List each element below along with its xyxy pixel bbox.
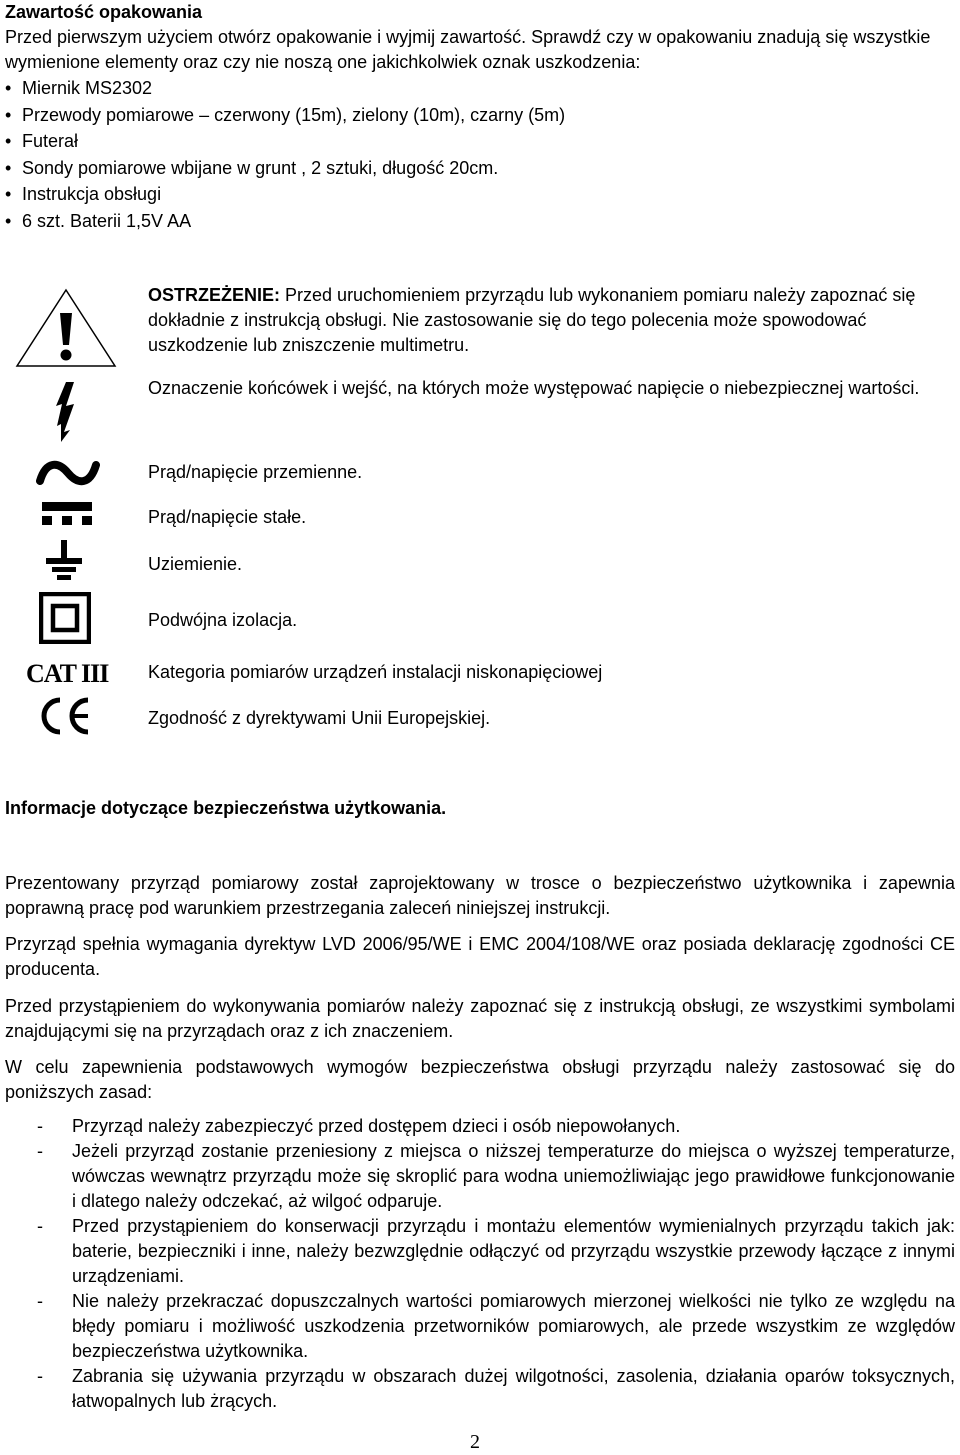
safety-title: Informacje dotyczące bezpieczeństwa użytkowania.	[5, 798, 447, 818]
rule-text: Przed przystąpieniem do konserwacji przyrządu i montażu elementów wymienialnych przyrządu takich jak: baterie, bezpieczniki i inne, należy bezwzględnie odłączyć od przyrządu wszystkie przewody łączące z innymi urządzeniami.	[72, 1216, 955, 1286]
cat-iii-logo: CAT III	[26, 659, 109, 688]
list-dash: -	[37, 1141, 43, 1161]
safety-rules-list	[5, 1114, 955, 1414]
ac-icon	[36, 455, 100, 491]
ce-mark-icon	[36, 694, 96, 738]
list-item	[5, 1364, 955, 1414]
dc-row	[148, 505, 948, 530]
high-voltage-text: Oznaczenie końcówek i wejść, na których może występować napięcie o niebezpiecznej wartości.	[148, 378, 920, 398]
rule-text: Zabrania się używania przyrządu w obszarach dużej wilgotności, zasolenia, działania oparów toksycznych, łatwopalnych lub żrących.	[72, 1366, 955, 1411]
double-insulation-row	[148, 608, 948, 633]
paragraph-text: Przed przystąpieniem do wykonywania pomiarów należy zapoznać się z instrukcją obsługi, ze wszystkimi symbolami znajdującymi się na przyrządach oraz z ich znaczeniem.	[5, 996, 955, 1041]
safety-paragraph	[5, 932, 955, 982]
ground-text: Uziemienie.	[148, 554, 243, 574]
list-item: • 6 szt. Baterii 1,5V AA	[5, 208, 955, 235]
rule-text: Jeżeli przyrząd zostanie przeniesiony z miejsca o niższej temperaturze do miejsca o wyższej temperaturze, wówczas wewnątrz przyrządu może się skroplić para wodna uniemożliwiając jego prawidłowe funkcjonowanie i dlatego należy odczekać, aż wilgoć odparuje.	[72, 1141, 955, 1211]
paragraph-text: Przyrząd spełnia wymagania dyrektyw LVD 2006/95/WE i EMC 2004/108/WE oraz posiada deklarację zgodności CE producenta.	[5, 934, 955, 979]
safety-paragraph	[5, 1055, 955, 1105]
contents-section	[5, 0, 955, 235]
contents-title: Zawartość opakowania	[5, 2, 203, 22]
list-item	[5, 1289, 955, 1364]
high-voltage-row	[148, 376, 948, 401]
list-item: • Miernik MS2302	[5, 75, 955, 102]
paragraph-text: W celu zapewnienia podstawowych wymogów bezpieczeństwa obsługi przyrządu należy zastosować się do poniższych zasad:	[5, 1057, 955, 1102]
ground-row	[148, 552, 948, 577]
list-item	[5, 1214, 955, 1289]
safety-paragraph	[5, 871, 955, 921]
category-row	[148, 660, 948, 685]
list-item: • Futerał	[5, 128, 955, 155]
list-item: • Przewody pomiarowe – czerwony (15m), zielony (10m), czarny (5m)	[5, 102, 955, 129]
list-item	[5, 1139, 955, 1214]
page-number: 2	[470, 1431, 480, 1453]
dc-text: Prąd/napięcie stałe.	[148, 507, 307, 527]
rule-text: Przyrząd należy zabezpieczyć przed dostępem dzieci i osób niepowołanych.	[72, 1116, 681, 1136]
list-item	[5, 1114, 955, 1139]
list-item: • Sondy pomiarowe wbijane w grunt , 2 sztuki, długość 20cm.	[5, 155, 955, 182]
high-voltage-icon	[52, 380, 82, 444]
double-insulation-icon	[39, 592, 91, 644]
rule-text: Nie należy przekraczać dopuszczalnych wartości pomiarowych mierzonej wielkości nie tylko ze względu na błędy pomiaru i możliwość uszkodzenia przetworników pomiarowych, ale przede wszystkim ze względów bezpieczeństwa użytkownika.	[72, 1291, 955, 1361]
warning-symbol-row	[148, 283, 948, 358]
contents-intro: Przed pierwszym użyciem otwórz opakowanie i wyjmij zawartość. Sprawdź czy w opakowaniu znadują się wszystkie wymienione elementy oraz czy nie noszą one jakichkolwiek oznak uszkodzenia:	[5, 27, 931, 72]
safety-paragraph	[5, 994, 955, 1044]
ce-text: Zgodność z dyrektywami Unii Europejskiej.	[148, 708, 491, 728]
ac-row	[148, 460, 948, 485]
list-dash: -	[37, 1366, 43, 1386]
double-insulation-text: Podwójna izolacja.	[148, 610, 298, 630]
contents-list	[5, 75, 955, 235]
paragraph-text: Prezentowany przyrząd pomiarowy został zaprojektowany w trosce o bezpieczeństwo użytkownika i zapewnia poprawną pracę pod warunkiem przestrzegania zaleceń niniejszej instrukcji.	[5, 873, 955, 918]
warning-text: Przed uruchomieniem przyrządu lub wykonaniem pomiaru należy zapoznać się dokładnie z instrukcją obsługi. Nie zastosowanie się do tego polecenia może spowodować uszkodzenie lub zniszczenie multimetru.	[148, 285, 916, 355]
list-dash: -	[37, 1216, 43, 1236]
list-dash: -	[37, 1116, 43, 1136]
dc-icon	[40, 500, 100, 530]
list-item: • Instrukcja obsługi	[5, 181, 955, 208]
ground-icon	[44, 540, 84, 582]
ac-text: Prąd/napięcie przemienne.	[148, 462, 363, 482]
category-text: Kategoria pomiarów urządzeń instalacji niskonapięciowej	[148, 662, 603, 682]
list-dash: -	[37, 1291, 43, 1311]
ce-row	[148, 706, 948, 731]
warning-triangle-icon	[14, 287, 118, 369]
warning-label: OSTRZEŻENIE:	[148, 285, 281, 305]
